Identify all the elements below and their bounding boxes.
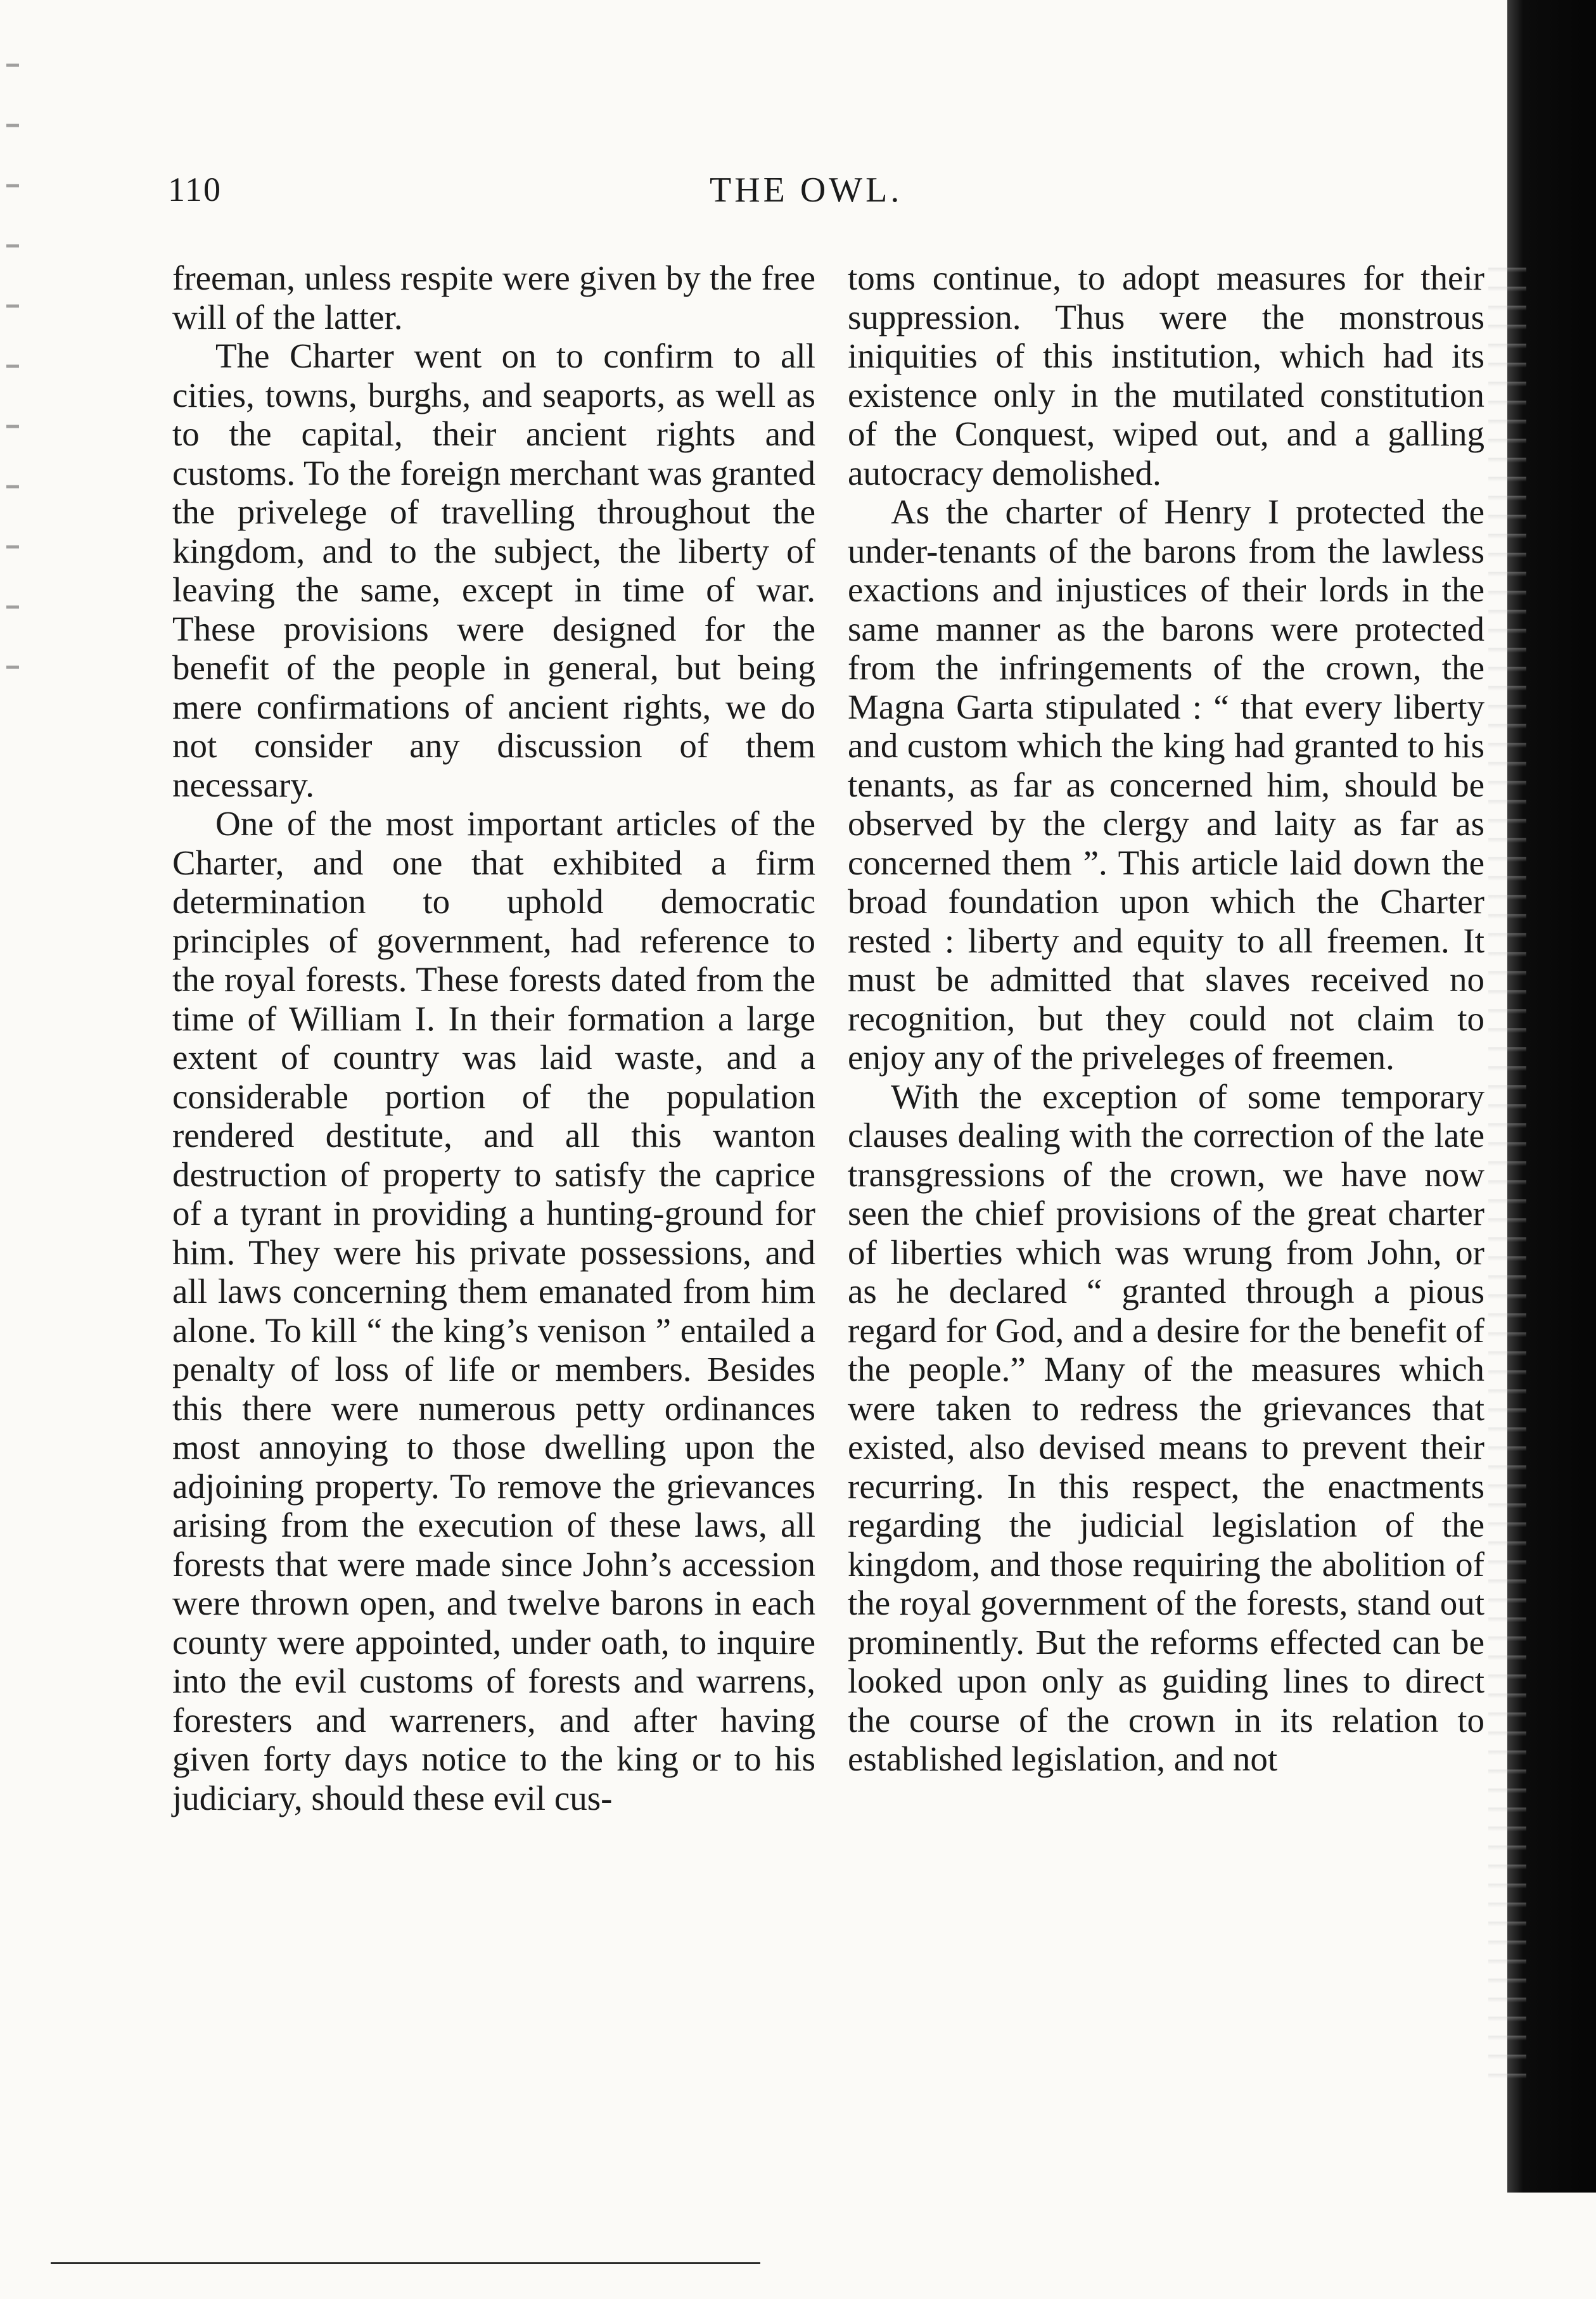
- bottom-rule: [51, 2262, 760, 2264]
- page-number: 110: [168, 170, 222, 208]
- scan-edge-speckle: [1488, 253, 1526, 2091]
- paragraph: As the charter of Henry I protected the under-tenants of the barons from the lawless exactions and injustices of their lords in the same manner as the barons were protected from the infringements of the crown, the Magna Garta stipulated : “ that every liberty and custom which the king had granted to his tenants, as far as concerned him, should be observed by the clergy and laity as far as concerned them ”. This article laid down the broad foundation upon which the Charter rested : liberty and equity to all freemen. It must be admitted that slaves received no recognition, but they could not claim to enjoy any of the priveleges of freemen.: [848, 492, 1484, 1077]
- paragraph: freeman, unless respite were given by the free will of the latter.: [172, 259, 815, 336]
- paragraph: With the exception of some temporary clauses dealing with the correction of the late transgressions of the crown, we have now seen the chief provisions of the great charter of liberties which was wrung from John, or as he declared “ granted through a pious regard for God, and a desire for the benefit of the people.” Many of the measures which were taken to redress the grievances that existed, also devised means to prevent their recurring. In this respect, the enactments regarding the judicial legislation of the kingdom, and those requiring the abolition of the royal government of the forests, stand out prominently. But the reforms effected can be looked upon only as guiding lines to direct the course of the crown in its relation to established legislation, and not: [848, 1077, 1484, 1778]
- paragraph: The Charter went on to confirm to all cities, towns, burghs, and seaports, as well as to the capital, their ancient rights and customs. To the foreign merchant was granted the privelege of travelling throughout the kingdom, and to the subject, the liberty of leaving the same, except in time of war. These provisions were designed for the benefit of the people in general, but being mere confirmations of ancient rights, we do not consider any discussion of them necessary.: [172, 336, 815, 804]
- paragraph: toms continue, to adopt measures for their suppression. Thus were the monstrous iniquities of this institution, which had its existence only in the mutilated constitution of the Conquest, wiped out, and a galling autocracy demolished.: [848, 259, 1484, 492]
- left-column: [172, 259, 815, 1817]
- running-title: THE OWL.: [710, 170, 903, 210]
- page-header: [0, 170, 1596, 221]
- margin-scan-marks: [6, 38, 19, 703]
- paragraph: One of the most important articles of the Charter, and one that exhibited a firm determination to uphold democratic principles of government, had reference to the royal forests. These forests dated from the time of William I. In their formation a large extent of country was laid waste, and a considerable portion of the population rendered destitute, and all this wanton destruction of property to satisfy the caprice of a tyrant in providing a hunting-ground for him. They were his private possessions, and all laws concerning them emanated from him alone. To kill “ the king’s venison ” entailed a penalty of loss of life or members. Besides this there were numerous petty ordinances most annoying to those dwelling upon the adjoining property. To remove the grievances arising from the execution of these laws, all forests that were made since John’s accession were thrown open, and twelve barons in each county were appointed, under oath, to inquire into the evil customs of forests and warrens, foresters and warreners, and after having given forty days notice to the king or to his judiciary, should these evil cus-: [172, 804, 815, 1817]
- right-column: [848, 259, 1484, 1779]
